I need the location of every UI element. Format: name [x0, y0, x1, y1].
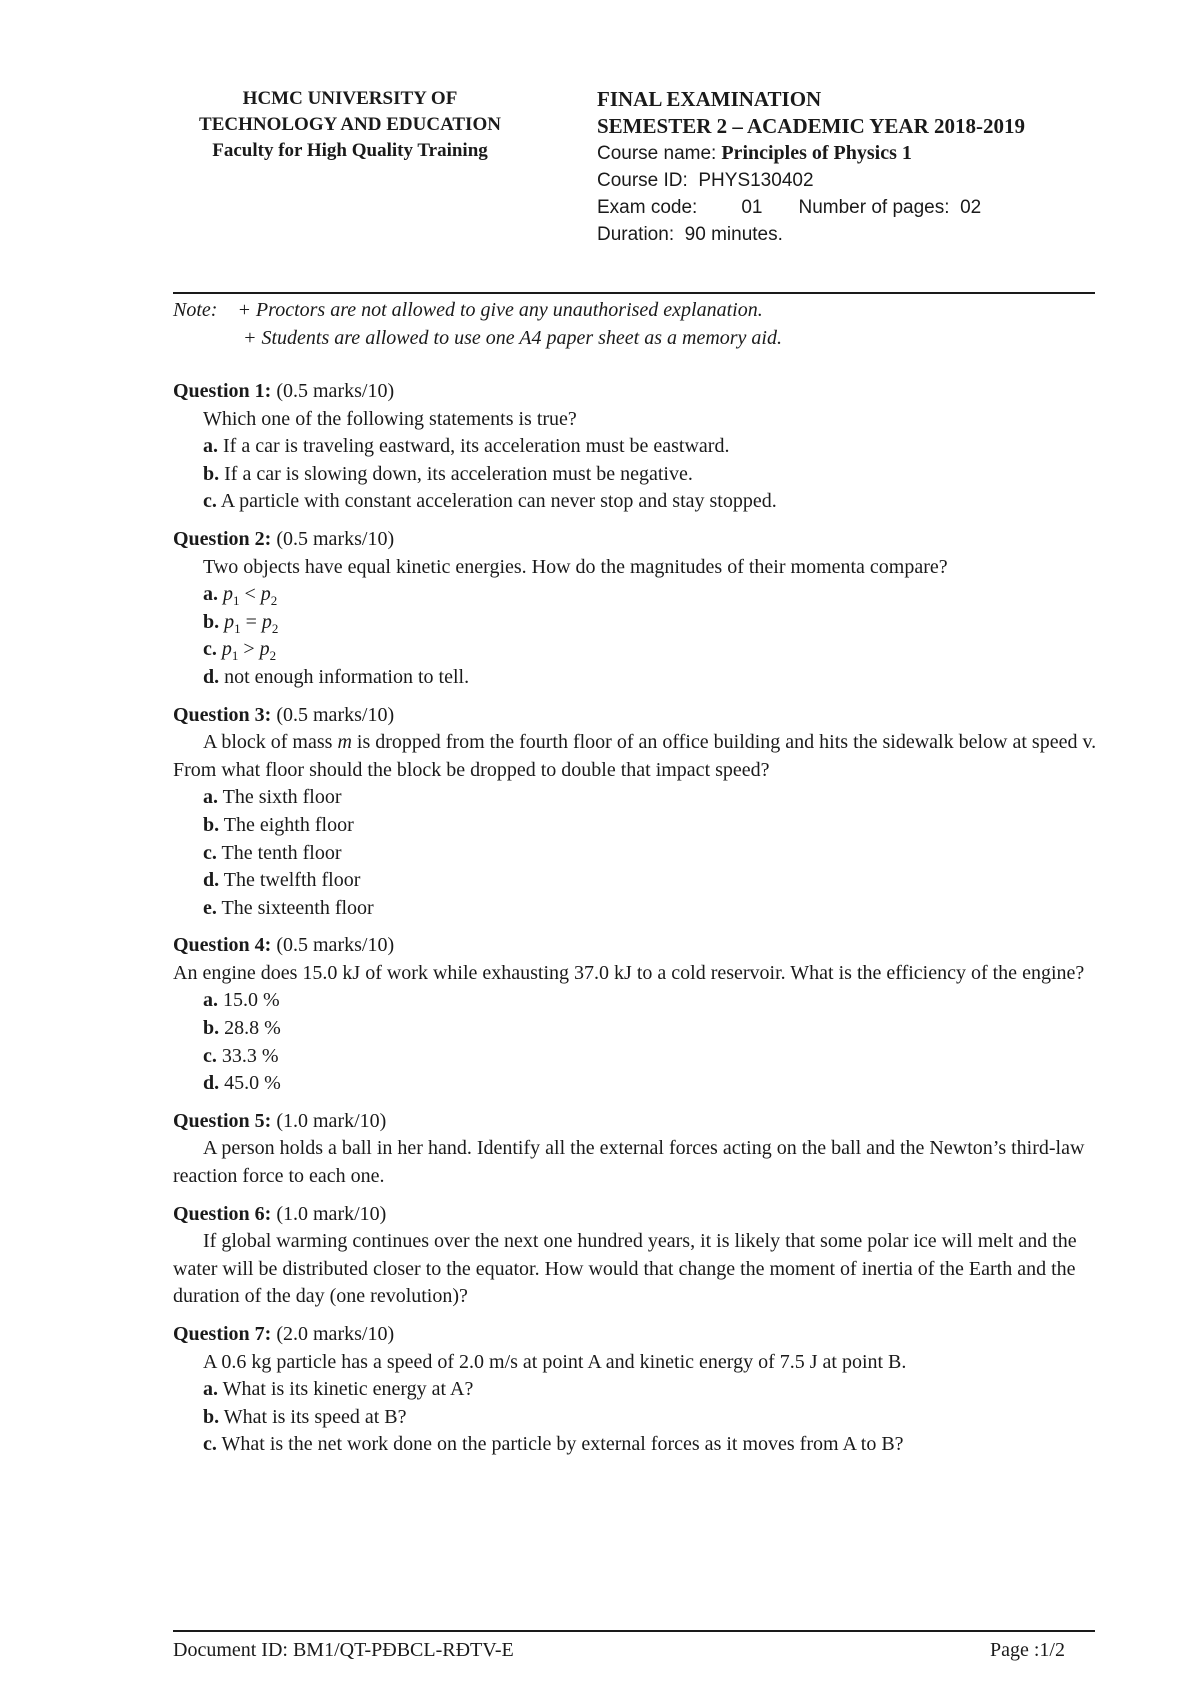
option-text: What is the net work done on the particle by external forces as it moves from A to B?: [221, 1433, 904, 1456]
momentum-symbol: p: [221, 638, 232, 661]
subscript: 1: [234, 620, 241, 636]
option-a: [173, 1376, 1103, 1404]
course-id-value: PHYS130402: [698, 170, 814, 191]
question-title: Question 2:: [173, 527, 272, 550]
option-key: b.: [203, 813, 220, 836]
footer-divider: [173, 1630, 1095, 1632]
option-text: If a car is slowing down, its acceleration must be negative.: [224, 462, 693, 485]
option-e: [173, 895, 1103, 923]
university-name-line2: TECHNOLOGY AND EDUCATION: [199, 114, 501, 135]
question-heading: [173, 526, 1103, 554]
question-marks: (2.0 marks/10): [276, 1323, 395, 1345]
momentum-symbol: p: [259, 638, 270, 661]
option-text: The twelfth floor: [223, 869, 361, 892]
option-text: 28.8 %: [224, 1017, 281, 1040]
option-d: [173, 664, 1103, 692]
option-key: a.: [203, 1378, 218, 1401]
option-text: 33.3 %: [221, 1044, 279, 1067]
option-c: [173, 840, 1103, 868]
pages-value: 02: [960, 197, 982, 218]
option-d: [173, 1070, 1103, 1098]
course-name-label: Course name:: [597, 143, 717, 164]
option-b: [173, 609, 1103, 637]
relation: >: [238, 638, 260, 661]
option-b: [173, 461, 1103, 489]
pages-label: Number of pages:: [798, 197, 950, 218]
exam-title: FINAL EXAMINATION: [597, 87, 822, 111]
question-title: Question 7:: [173, 1323, 272, 1345]
question-marks: (1.0 mark/10): [276, 1109, 387, 1132]
momentum-symbol: p: [260, 583, 271, 606]
subscript: 2: [271, 620, 279, 636]
exam-code-value: 01: [741, 197, 763, 218]
question-stem: [173, 729, 1103, 784]
question-heading: [173, 1321, 1103, 1349]
exam-code-row: [597, 194, 1157, 221]
subscript: 1: [233, 593, 240, 609]
exam-note: [173, 296, 1093, 352]
question-3: [173, 702, 1103, 923]
duration-value: 90 minutes.: [684, 224, 783, 245]
duration-label: Duration:: [597, 224, 675, 245]
question-stem: A 0.6 kg particle has a speed of 2.0 m/s at point A and kinetic energy of 7.5 J at point B.: [203, 1350, 907, 1373]
question-marks: (0.5 marks/10): [276, 527, 395, 550]
question-heading: [173, 1108, 1103, 1136]
momentum-symbol: p: [224, 610, 235, 633]
option-key: b.: [203, 1017, 220, 1040]
option-key: a.: [203, 583, 218, 606]
option-key: e.: [203, 896, 217, 919]
question-7: [173, 1321, 1103, 1459]
exam-info-header: [597, 86, 1157, 248]
course-id-label: Course ID:: [597, 170, 688, 191]
option-c: [173, 1043, 1103, 1071]
course-name-value: Principles of Physics 1: [721, 142, 912, 164]
option-b: [173, 812, 1103, 840]
option-key: d.: [203, 1072, 220, 1095]
question-title: Question 3:: [173, 703, 272, 726]
option-b: [173, 1015, 1103, 1043]
option-key: a.: [203, 435, 218, 458]
relation: <: [239, 583, 261, 606]
option-text: What is its kinetic energy at A?: [222, 1378, 474, 1401]
subscript: 2: [269, 648, 277, 664]
option-text: What is its speed at B?: [223, 1405, 407, 1428]
option-text: The eighth floor: [223, 813, 354, 836]
note-line-1: [173, 296, 1093, 324]
question-title: Question 4:: [173, 934, 272, 957]
question-title: Question 1:: [173, 380, 272, 402]
question-heading: [173, 378, 1103, 406]
question-2: [173, 526, 1103, 692]
option-text: 45.0 %: [224, 1072, 281, 1095]
stem-part-2: is dropped from the fourth floor of an office building and hits the sidewalk below at speed v. From what floor should the block be dropped to double that impact speed?: [173, 731, 1097, 781]
option-a: [173, 433, 1103, 461]
option-key: c.: [203, 490, 217, 513]
option-text: The sixth floor: [222, 786, 342, 809]
question-title: Question 6:: [173, 1202, 272, 1225]
option-key: b.: [203, 462, 220, 485]
question-marks: (0.5 marks/10): [276, 934, 395, 957]
option-key: b.: [203, 1405, 220, 1428]
question-heading: [173, 702, 1103, 730]
momentum-symbol: p: [223, 583, 233, 606]
university-name-line1: HCMC UNIVERSITY OF: [242, 88, 458, 109]
option-text: The tenth floor: [221, 841, 342, 864]
relation: =: [240, 610, 262, 633]
duration-row: [597, 221, 1157, 248]
option-key: c.: [203, 1433, 217, 1456]
option-c: [173, 488, 1103, 516]
note-label: Note:: [173, 299, 218, 321]
question-marks: (0.5 marks/10): [276, 703, 395, 726]
option-key: c.: [203, 841, 217, 864]
option-key: b.: [203, 610, 220, 633]
option-a: [173, 987, 1103, 1015]
option-text: The sixteenth floor: [221, 896, 374, 919]
question-heading: [173, 932, 1103, 960]
question-stem: Which one of the following statements is true?: [203, 407, 577, 430]
question-stem: If global warming continues over the next one hundred years, it is likely that some polar ice will melt and the water will be distributed closer to the equator. How would that change the moment of inertia of the Earth and the duration of the day (one revolution)?: [173, 1230, 1077, 1308]
option-key: d.: [203, 869, 220, 892]
question-4: [173, 932, 1103, 1098]
stem-part-1: A block of mass: [203, 731, 333, 754]
mass-symbol: m: [337, 731, 352, 754]
question-marks: (1.0 mark/10): [276, 1202, 387, 1225]
momentum-symbol: p: [261, 610, 272, 633]
question-5: [173, 1108, 1103, 1191]
question-1: [173, 378, 1103, 516]
option-b: [173, 1404, 1103, 1432]
header-divider: [173, 292, 1095, 294]
option-a: [173, 581, 1103, 609]
page-number: Page :1/2: [990, 1639, 1065, 1661]
question-6: [173, 1201, 1103, 1311]
option-key: c.: [203, 1044, 217, 1067]
question-title: Question 5:: [173, 1109, 272, 1132]
exam-code-label: Exam code:: [597, 197, 698, 218]
option-c: [173, 636, 1103, 664]
option-text: A particle with constant acceleration can never stop and stay stopped.: [220, 490, 777, 513]
course-name-row: [597, 140, 1157, 167]
question-heading: [173, 1201, 1103, 1229]
option-text: not enough information to tell.: [224, 665, 470, 688]
note-text-1: + Proctors are not allowed to give any unauthorised explanation.: [237, 299, 763, 321]
semester-line: SEMESTER 2 – ACADEMIC YEAR 2018-2019: [597, 114, 1026, 138]
option-key: a.: [203, 786, 218, 809]
option-text: If a car is traveling eastward, its acceleration must be eastward.: [223, 435, 730, 458]
option-key: d.: [203, 665, 220, 688]
faculty-name: Faculty for High Quality Training: [212, 140, 488, 161]
option-c: [173, 1431, 1103, 1459]
university-header: [150, 86, 550, 164]
option-key: a.: [203, 989, 218, 1012]
question-stem: A person holds a ball in her hand. Identify all the external forces acting on the ball and the Newton’s third-law reaction force to each one.: [173, 1137, 1085, 1188]
note-text-2: + Students are allowed to use one A4 paper sheet as a memory aid.: [243, 327, 782, 349]
option-a: [173, 784, 1103, 812]
subscript: 1: [231, 648, 239, 664]
question-stem: Two objects have equal kinetic energies. How do the magnitudes of their momenta compare?: [203, 555, 948, 578]
option-d: [173, 867, 1103, 895]
option-text: 15.0 %: [223, 989, 280, 1012]
subscript: 2: [270, 593, 278, 609]
document-id: Document ID: BM1/QT-PĐBCL-RĐTV-E: [173, 1639, 514, 1661]
question-stem: An engine does 15.0 kJ of work while exhausting 37.0 kJ to a cold reservoir. What is the efficiency of the engine?: [173, 961, 1085, 984]
option-key: c.: [203, 638, 217, 661]
question-list: [173, 378, 1103, 1469]
question-marks: (0.5 marks/10): [276, 380, 395, 402]
course-id-row: [597, 167, 1157, 194]
